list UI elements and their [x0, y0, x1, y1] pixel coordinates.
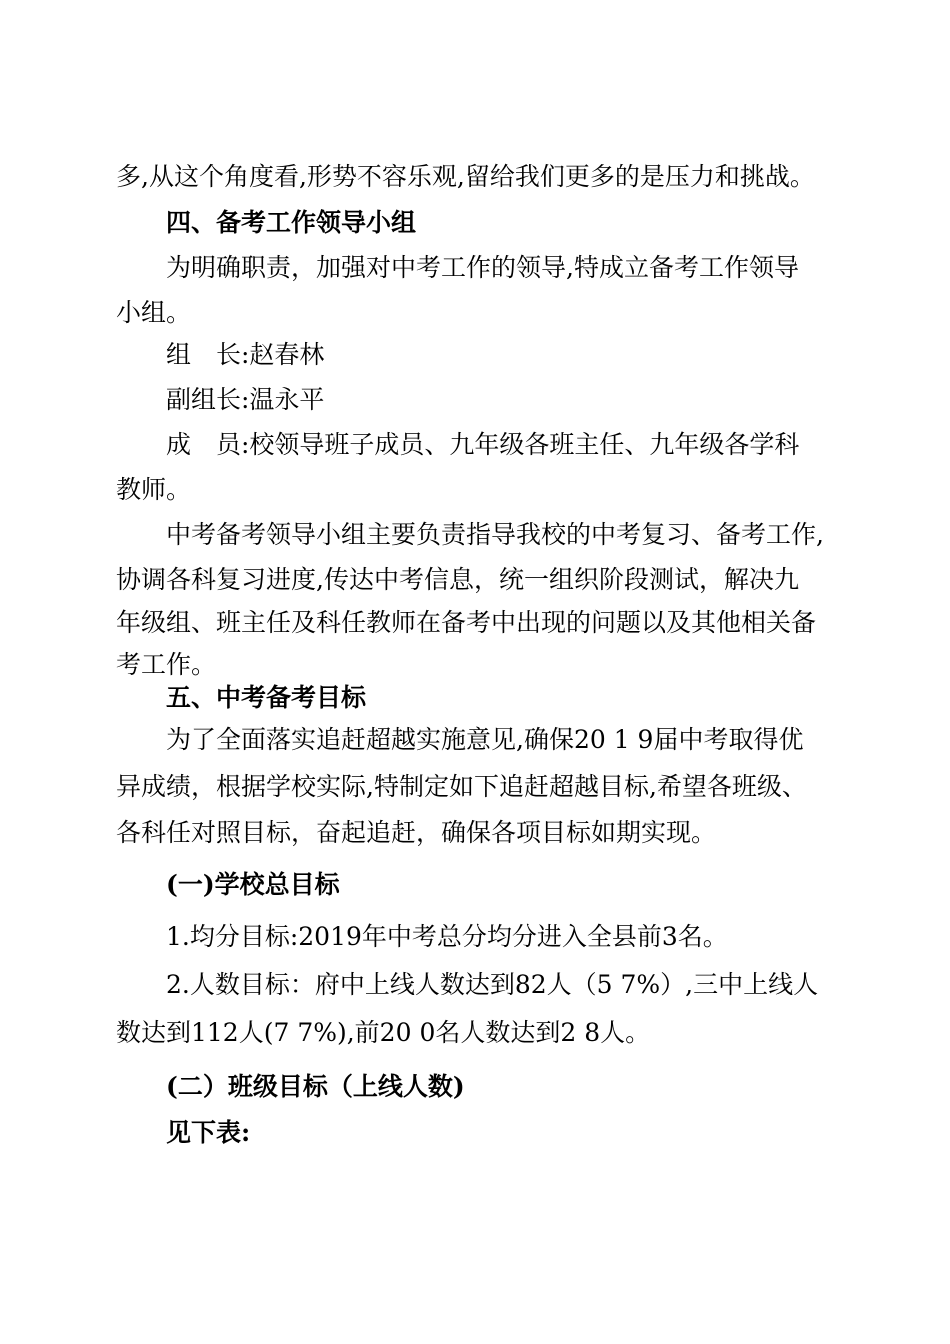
paragraph-line: 协调各科复习进度,传达中考信息，统一组织阶段测试，解决九 [116, 565, 799, 594]
paragraph-line: 考工作。 [116, 650, 217, 679]
enrollment-count-goal: 2.人数目标：府中上线人数达到82人（5 7%）,三中上线人 [166, 970, 819, 999]
section-heading-exam-goals: 五、中考备考目标 [166, 683, 367, 712]
paragraph-line: 小组。 [116, 298, 192, 327]
section-heading-leadership-group: 四、备考工作领导小组 [166, 208, 417, 237]
paragraph-line: 多,从这个角度看,形势不容乐观,留给我们更多的是压力和挑战。 [116, 162, 815, 191]
paragraph-line: 数达到112人(7 7%),前20 0名人数达到2 8人。 [116, 1018, 651, 1047]
paragraph-line: 教师。 [116, 475, 192, 504]
paragraph-line: 各科任对照目标，奋起追赶，确保各项目标如期实现。 [116, 818, 717, 847]
subsection-heading-class-goals: (二）班级目标（上线人数) [166, 1072, 465, 1101]
paragraph-line: 异成绩，根据学校实际,特制定如下追赶超越目标,希望各班级、 [116, 772, 807, 801]
members-line: 成 员:校领导班子成员、九年级各班主任、九年级各学科 [166, 430, 800, 459]
subsection-heading-school-goals: (一)学校总目标 [166, 870, 340, 899]
paragraph-line: 中考备考领导小组主要负责指导我校的中考复习、备考工作, [166, 520, 824, 549]
average-score-goal: 1.均分目标:2019年中考总分均分进入全县前3名。 [166, 922, 728, 951]
see-table-label: 见下表: [166, 1118, 251, 1147]
group-leader-line: 组 长:赵春林 [166, 340, 325, 369]
paragraph-line: 为了全面落实追赶超越实施意见,确保20 1 9届中考取得优 [166, 725, 804, 754]
paragraph-line: 为明确职责，加强对中考工作的领导,特成立备考工作领导 [166, 253, 799, 282]
deputy-leader-line: 副组长:温永平 [166, 385, 325, 414]
paragraph-line: 年级组、班主任及科任教师在备考中出现的问题以及其他相关备 [116, 608, 817, 637]
